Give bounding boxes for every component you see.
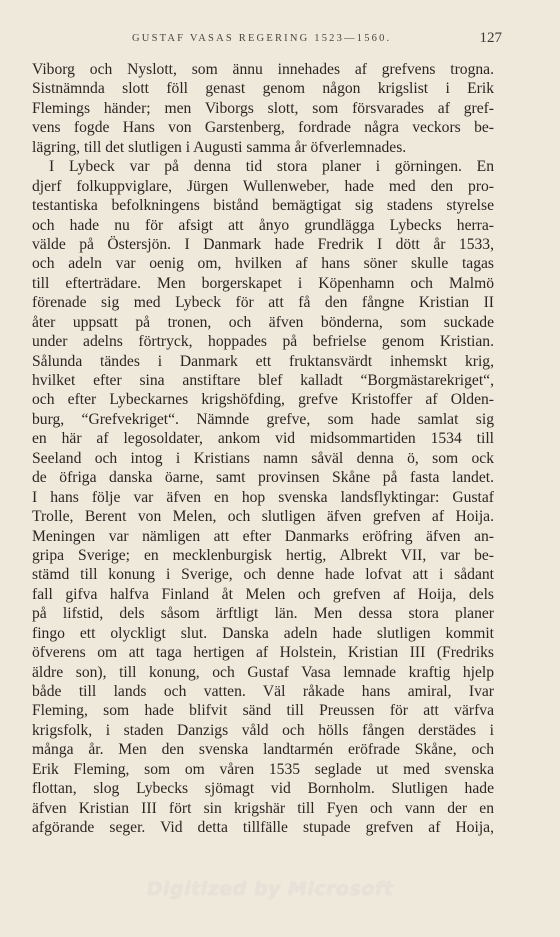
text-line: de öfriga danska öarne, samt provinsen Skåne på fasta landet. — [32, 469, 494, 487]
body-text — [32, 60, 494, 838]
text-line: stämd till konung i Sverige, och denne hade lofvat att i sådant — [32, 566, 494, 584]
text-line: Seeland och intog i Kristians namn såväl denna ö, som ock — [32, 449, 494, 467]
text-line: Meningen var nämligen att efter Danmarks eröfring äfven an- — [32, 527, 494, 545]
text-line: fingo ett olyckligt slut. Danska adeln hade slutligen kommit — [32, 624, 494, 642]
text-line: både till lands och vatten. Väl råkade hans amiral, Ivar — [32, 683, 494, 700]
text-line: välde på Östersjön. I Danmark hade Fredrik I dött år 1533, — [32, 235, 494, 253]
text-line: vens fogde Hans von Garstenberg, fordrade några veckors be- — [32, 119, 494, 137]
text-line: gripa Sverige; en mecklenburgisk hertig, Albrekt VII, var be- — [32, 546, 494, 564]
text-line: flottan, slog Lybecks sjömagt vid Bornholm. Slutligen hade — [32, 780, 494, 798]
page-header — [60, 30, 502, 50]
text-line: Fleming, som hade blifvit sänd till Preussen för att värfva — [32, 702, 494, 720]
text-line: testantiska befolkningens bistånd bemägtigat sig stadens styrelse — [32, 197, 494, 215]
text-line: burg, “Grefvekriget“. Nämnde grefve, som hade samlat sig — [32, 410, 494, 428]
text-line: djerf folkuppviglare, Jürgen Wullenweber, hade med den pro- — [32, 177, 494, 195]
text-line: på lifstid, dels såsom ärftligt län. Men dessa stora planer — [32, 605, 494, 623]
text-line: äldre son), till konung, och Gustaf Vasa lemnade kraftig hjelp — [32, 663, 494, 681]
text-line: en här af legosoldater, ankom vid midsommartiden 1534 till — [32, 430, 494, 448]
text-line: afgörande seger. Vid detta tillfälle stupade grefven af Hoija, — [32, 819, 494, 837]
text-line: hvilket efter sina anstiftare blef kalladt “Borgmästarekriget“, — [32, 372, 494, 389]
text-line: äfven Kristian III fört sin krigshär till Fyen och vann der en — [32, 799, 494, 817]
text-line: I Lybeck var på denna tid stora planer i görningen. En — [49, 158, 494, 176]
text-line: Trolle, Berent von Melen, och slutligen äfven grefven af Hoija. — [32, 508, 494, 526]
text-line: lägring, till det slutligen i Augusti samma år öfverlemnades. — [32, 138, 407, 156]
text-line: många år. Men den svenska landtarmén eröfrade Skåne, och — [32, 741, 494, 759]
text-line: Viborg och Nyslott, som ännu innehades af grefvens trogna. — [32, 61, 494, 78]
text-line: och efter Lybeckarnes krigshöfding, grefve Kristoffer af Olden- — [32, 391, 494, 409]
running-title: GUSTAF VASAS REGERING 1523—1560. — [132, 33, 392, 44]
text-line: och hade nu för afsigt att ånyo grundlägga Lybecks herra- — [32, 216, 494, 234]
text-line: Erik Fleming, som om våren 1535 seglade ut med svenska — [32, 760, 494, 778]
text-line: till efterträdare. Men borgerskapet i Köpenhamn och Malmö — [32, 274, 494, 292]
digitization-watermark: Digitized by Microsoft — [146, 878, 394, 900]
text-line: åter uppsatt på tronen, och äfven bönderna, som suckade — [32, 313, 494, 331]
text-line: Flemings händer; men Viborgs slott, som försvarades af gref- — [32, 99, 494, 117]
text-line: fall gifva halfva Finland åt Melen och grefven af Hoija, dels — [32, 585, 494, 603]
text-line: Sistnämnda slott föll genast genom någon krigslist i Erik — [32, 80, 494, 98]
text-line: Sålunda tändes i Danmark ett fruktansvärdt inhemskt krig, — [32, 352, 494, 370]
text-line: öfverens om att taga hertigen af Holstein, Kristian III (Fredriks — [32, 644, 494, 662]
text-line: krigsfolk, i staden Danzigs våld och hölls fången derstädes i — [32, 721, 494, 739]
text-line: under adelns förtryck, hoppades på befrielse genom Kristian. — [32, 333, 494, 351]
text-line: förenade sig med Lybeck för att få den fångne Kristian II — [32, 294, 494, 312]
text-line: I hans följe var äfven en hop svenska landsflyktingar: Gustaf — [32, 488, 494, 506]
text-line: och adeln var oenig om, hvilken af hans söner skulle tagas — [32, 255, 494, 273]
page-number: 127 — [479, 30, 502, 46]
